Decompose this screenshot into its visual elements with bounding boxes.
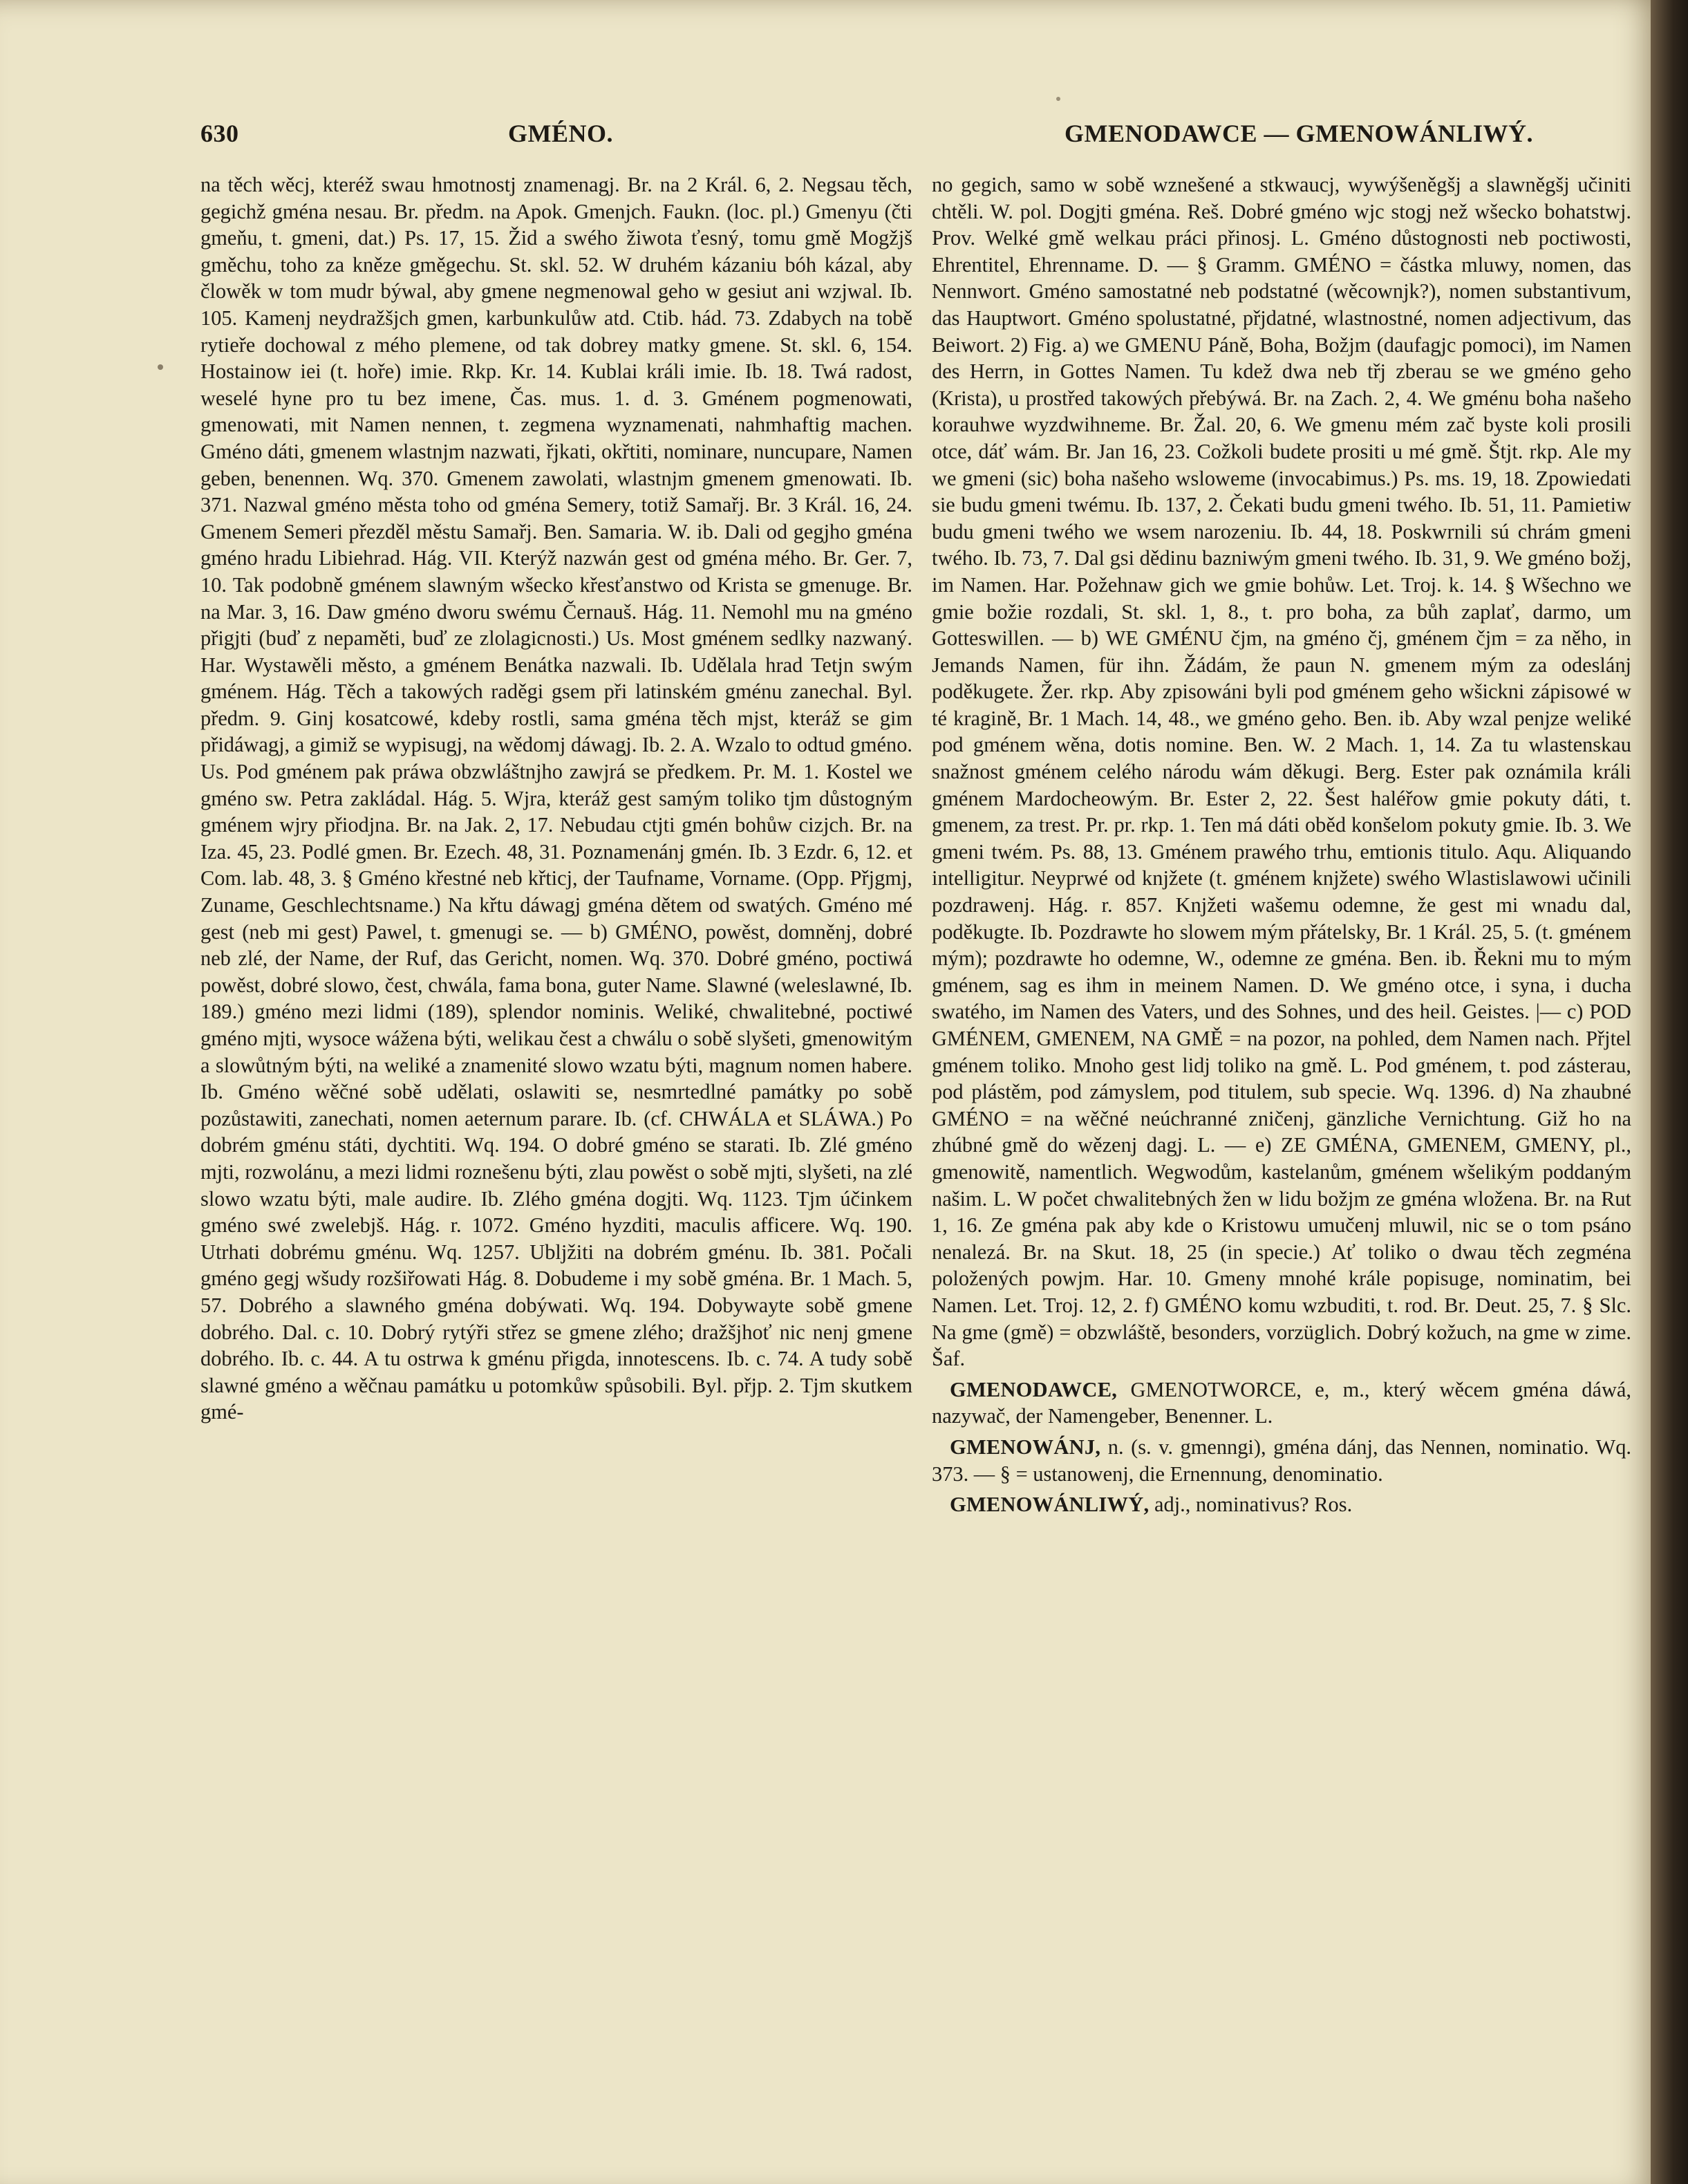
entry-gmenowanliwy xyxy=(932,1491,1631,1518)
headword-gmenowanj: GMENOWÁNJ, xyxy=(950,1435,1101,1459)
definition-gmenowanj: n. (s. v. gmenngi), gména dánj, das Nennen, nominatio. Wq. 373. — § = ustanowenj, die Ernennung, denominatio. xyxy=(932,1435,1631,1486)
page-number: 630 xyxy=(200,120,239,147)
right-column xyxy=(932,171,1631,1518)
entry-text-gmeno: na těch wěcj, kteréž swau hmotnostj znamenagj. Br. na 2 Král. 6, 2. Negsau těch, gegichž gména nesau. Br. předm. na Apok. Gmenjch. Faukn. (loc. pl.) Gmenyu (čti gmeňu, t. gmeni, dat.) Ps. 17, 15. Žid a swého žiwota ťesný, tomu gmě Mogžjš gměchu, toho za kněze gměgechu. St. skl. 52. W druhém kázaniu bóh kázal, aby člowěk w tom mudr býwal, aby gmene negmenowal geho w gesiut ani wzjwal. Ib. 105. Kamenj neydražšjch gmen, karbunkulůw atd. Ctib. hád. 73. Zdabych na tobě rytieře dochowal z mého plemene, od tak dobrey matky gmene. St. skl. 6, 154. Hostainow iei (t. hoře) imie. Rkp. Kr. 14. Kublai králi imie. Ib. 18. Twá radost, weselé hyne pro tu bez imene, Čas. mus. 1. d. 3. Gménem pogmenowati, gmenowati, mit Namen nennen, t. zegmena wyznamenati, nahmhaftig machen. Gméno dáti, gmenem wlastnjm nazwati, řjkati, okřtiti, nominare, nuncupare, Namen geben, benennen. Wq. 370. Gmenem zawolati, wlastnjm gmenem gmenowati. Ib. 371. Nazwal gméno města toho od gména Semery, totiž Samařj. Br. 3 Král. 16, 24. Gmenem Semeri přezděl městu Samařj. Ben. Samaria. W. ib. Dali od gegjho gména gméno hradu Libiehrad. Hág. VII. Kterýž nazwán gest od gména mého. Br. Ger. 7, 10. Tak podobně gménem slawným wšecko křesťanstwo od Krista se gmenuge. Br. na Mar. 3, 16. Daw gméno dworu swému Černauš. Hág. 11. Nemohl mu na gméno přigjti (buď z nepaměti, buď ze zlolagicnosti.) Us. Most gménem sedlky nazwaný. Har. Wystawěli město, a gménem Benátka nazwali. Ib. Udělala hrad Tetjn swým gménem. Hág. Těch a takowých raděgi gsem při latinském gménu zanechal. Byl. předm. 9. Ginj kosatcowé, kdeby rostli, sama gména těch mjst, kteráž se gim přidáwagj, a gimiž se wypisugj, na wědomj dáwagj. Ib. 2. A. Wzalo to odtud gméno. Us. Pod gménem pak práwa obzwláštnjho zawjrá se předkem. Pr. M. 1. Kostel we gméno sw. Petra zakládal. Hág. 5. Wjra, kteráž gest samým toliko tjm důstogným gménem wjry přiodjna. Br. na Jak. 2, 17. Nebudau ctjti gmén bohůw cizjch. Br. na Iza. 45, 23. Podlé gmen. Br. Ezech. 48, 31. Poznamenánj gmén. Ib. 3 Ezdr. 6, 12. et Com. lab. 48, 3. § Gméno křestné neb křticj, der Taufname, Vorname. (Opp. Přjgmj, Zuname, Geschlechtsname.) Na křtu dáwagj gména dětem od swatých. Gméno mé gest (neb mi gest) Pawel, t. gmenugi se. — b) GMÉNO, powěst, domněnj, dobré neb zlé, der Name, der Ruf, das Gericht, nomen. Wq. 370. Dobré gméno, poctiwá powěst, dobré slowo, čest, chwála, fama bona, guter Name. Slawné (weleslawné, Ib. 189.) gméno mezi lidmi (189), splendor nominis. Weliké, chwalitebné, poctiwé gméno mjti, wysoce wážena býti, welikau čest a chwálu o sobě slyšeti, gmenowitým a slowůtným býti, na weliké a znamenité slowo wzatu býti, magnum nomen habere. Ib. Gméno wěčné sobě udělati, oslawiti se, nesmrtedlné památky po sobě pozůstawiti, zanechati, nomen aeternum parare. Ib. (cf. CHWÁLA et SLÁWA.) Po dobrém gménu státi, dychtiti. Wq. 194. O dobré gméno se starati. Ib. Zlé gméno mjti, rozwolánu, a mezi lidmi roznešenu býti, zlau powěst o sobě mjti, slyšeti, na zlé slowo wzatu býti, male audire. Ib. Zlého gména dogjti. Wq. 1123. Tjm účinkem gméno swé zwelebjš. Hág. r. 1072. Gméno hyzditi, maculis afficere. Wq. 190. Utrhati dobrému gménu. Wq. 1257. Ublјžiti na dobrém gménu. Ib. 381. Počali gméno gegj wšudy rozšiřowati Hág. 8. Dobudeme i my sobě gména. Br. 1 Mach. 5, 57. Dobrého a slawného gména dobýwati. Wq. 194. Dobywayte sobě gmene dobrého. Dal. c. 10. Dobrý rytýři střez se gmene zlého; dražšjhoť nic nenj gmene dobrého. Ib. c. 44. A tu ostrwa k gménu přigda, innotescens. Ib. c. 74. A tudy sobě slawné gméno a wěčnau památku u potomkůw spůsobili. Byl. přjp. 2. Tjm skutkem gmé- xyxy=(200,173,912,1424)
left-column xyxy=(200,171,912,1426)
entry-gmenodawce xyxy=(932,1376,1631,1430)
definition-gmenowanliwy: adj., nominativus? Ros. xyxy=(1149,1493,1353,1517)
entry-gmenowanj xyxy=(932,1434,1631,1487)
margin-dot xyxy=(1056,97,1060,101)
headword-gmenowanliwy: GMENOWÁNLIWÝ, xyxy=(950,1493,1150,1517)
headword-gmenodawce: GMENODAWCE, xyxy=(950,1377,1118,1401)
book-spine-edge xyxy=(1651,0,1688,2184)
running-header-right: GMENODAWCE — GMENOWÁNLIWÝ. xyxy=(1065,120,1534,147)
running-header-left: GMÉNO. xyxy=(508,120,613,147)
entry-text-gmeno-continued: no gegich, samo w sobě wznešené a stkwaucj, wywýšeněgšj a slawněgšj učiniti chtěli. W. pol. Dogjti gména. Reš. Dobré gméno wjc stogj než wšecko bohatstwj. Prov. Welké gmě welkau práci přinosj. L. Gméno důstognosti neb poctiwosti, Ehrentitel, Ehrenname. D. — § Gramm. GMÉNO = částka mluwy, nomen, das Nennwort. Gméno samostatné neb podstatné (wěcownjk?), nomen substantivum, das Hauptwort. Gméno spolustatné, přjdatné, wlastnostné, nomen adjectivum, das Beiwort. 2) Fig. a) we GMENU Páně, Boha, Božjm (daufagjc pomoci), im Namen des Herrn, in Gottes Namen. Tu kdež dwa neb třj zberau se we gméno geho (Krista), u prostřed takowých přebýwá. Br. na Zach. 2, 4. We gménu boha našeho korauhwe wyzdwihneme. Br. Žal. 20, 6. We gmenu mém zač byste koli prosili otce, dáť wám. Br. Jan 16, 23. Cožkoli budete prositi u mé gmě. Štjt. rkp. Ale my we gmeni (sic) boha našeho wsloweme (invocabimus.) Ps. ms. 19, 18. Zpowiedati sie budu gmeni twému. Ib. 137, 2. Čekati budu gmeni twého. Ib. 51, 11. Pamietiw budu gmeni twého we wsem narozeniu. Ib. 44, 18. Poskwrnili sú chrám gmeni twého. Ib. 73, 7. Dal gsi dědinu bazniwým gmeni twého. Ib. 31, 9. We gméno božj, im Namen. Har. Požehnaw gich we gmie bohůw. Let. Troj. k. 14. § Wšechno we gmie božie rozdali, St. skl. 1, 8., t. pro boha, za bůh zaplať, darmo, um Gotteswillen. — b) WE GMÉNU čjm, na gméno čj, gménem čjm = za něho, in Jemands Namen, für ihn. Žádám, že paun N. gmenem mým za odeslánj poděkugete. Žer. rkp. Aby zpisowáni byli pod gménem geho wšickni zápisowé w té kragině, Br. 1 Mach. 14, 48., we gméno geho. Ben. ib. Aby wzal penjze weliké pod gménem wěna, dotis nomine. Ben. W. 2 Mach. 1, 14. Za tu wlastenskau snažnost gménem celého národu wám děkugi. Berg. Ester pak oznámila králi gménem Mardocheowým. Br. Ester 2, 22. Šest haléřow gmie pokuty dáti, t. gmenem, za trest. Pr. pr. rkp. 1. Ten má dáti oběd konšelom pokuty gmie. Ib. 3. We gmeni twém. Ps. 88, 13. Gménem prawého trhu, emtionis titulo. Aqu. Aliquando intelligitur. Neyprwé od knjžete (t. gménem knjžete) swého Wlastislawowi učinili pozdrawenj. Hág. r. 857. Knjžeti wašemu odemne, že gest mi wnadu dal, poděkugte. Ib. Pozdrawte ho slowem mým přátelsky, Br. 1 Král. 25, 5. (t. gménem mým); pozdrawte ho odemne, W., odemne ze gména. Ben. ib. Řekni mu to mým gménem, sag es ihm in meinem Namen. D. We gméno otce, i syna, i ducha swatého, im Namen des Vaters, und des Sohnes, und des heil. Geistes. |— c) POD GMÉNEM, GMENEM, NA GMĚ = na pozor, na pohled, dem Namen nach. Přjtel gménem toliko. Mnoho gest lidj toliko na gmě. L. Pod gménem, t. pod zásterau, pod plástěm, pod zámyslem, pod titulem, sub specie. Wq. 1396. d) Na zhaubné GMÉNO = na wěčné neúchranné zničenj, gänzliche Vernichtung. Giž ho na zhúbné gmě do wězenj dagj. L. — e) ZE GMÉNA, GMENEM, GMENY, pl., gmenowitě, namentlich. Wegwodům, kastelanům, gménem wšelikým poddaným našim. L. W počet chwalitebných žen w lidu božjm ze gména wložena. Br. na Rut 1, 16. Ze gména pak aby kde o Kristowu umučenj mluwil, nic se o tom psáno nenalezá. Br. na Skut. 18, 25 (in specie.) Ať toliko o dwau těch zegména položených powjm. Har. 10. Gmeny mnohé krále popisuge, nominatim, bei Namen. Let. Troj. 12, 2. f) GMÉNO komu wzbuditi, t. rod. Br. Deut. 25, 7. § Slc. Na gme (gmě) = obzwláště, besonders, vorzüglich. Dobrý kožuch, na gme w zime. Šaf. xyxy=(932,173,1631,1371)
definition-gmenodawce: GMENOTWORCE, e, m., který wěcem gména dáwá, nazywač, der Namengeber, Benenner. L. xyxy=(932,1377,1631,1428)
margin-dot xyxy=(158,364,163,370)
